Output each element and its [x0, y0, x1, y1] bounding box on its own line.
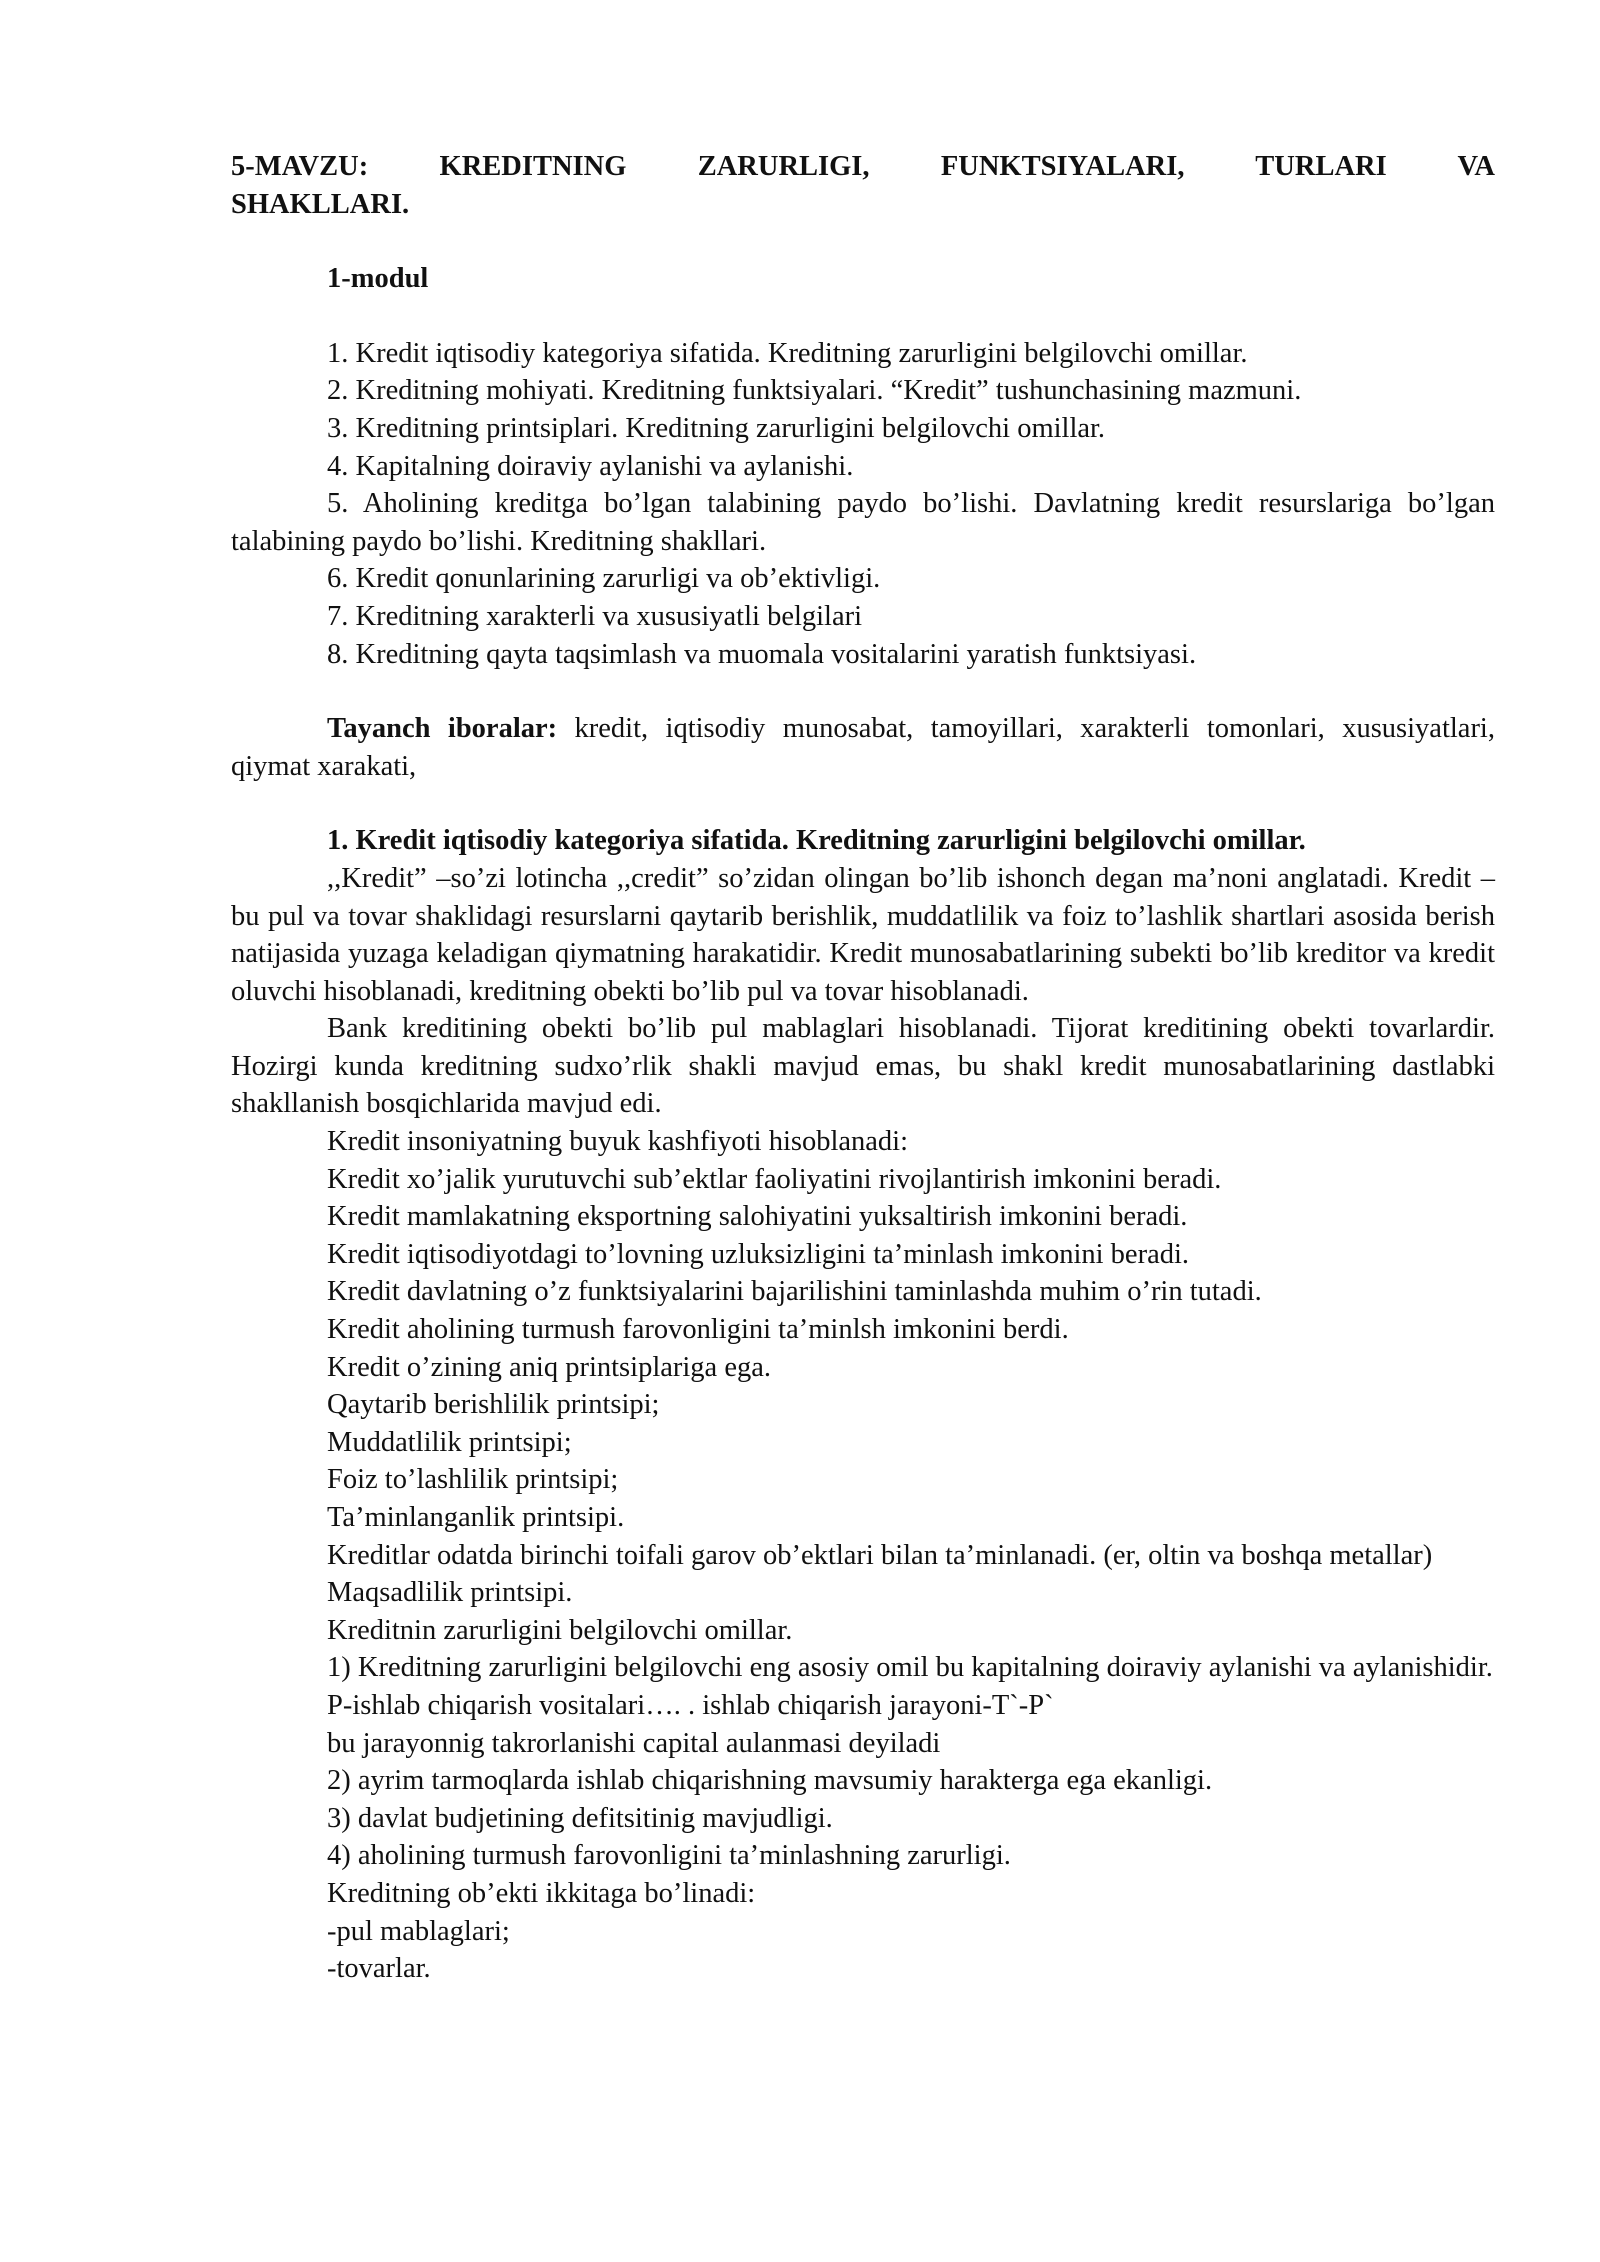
plan-item: 3. Kreditning printsiplari. Kreditning zarurligini belgilovchi omillar. — [327, 412, 1106, 444]
body-paragraph: Kreditlar odatda birinchi toifali garov ob’ektlari bilan ta’minlanadi. (er, oltin va boshqa metallar) — [327, 1539, 1433, 1571]
body-paragraph: Kredit o’zining aniq printsiplariga ega. — [327, 1351, 771, 1383]
plan-item: 7. Kreditning xarakterli va xususiyatli belgilari — [327, 600, 863, 632]
body-paragraph: Kredit insoniyatning buyuk kashfiyoti hisoblanadi: — [327, 1126, 909, 1158]
section-heading: 1. Kredit iqtisodiy kategoriya sifatida. Kreditning zarurligini belgilovchi omillar. — [327, 825, 1306, 857]
body-paragraph: Kredit iqtisodiyotdagi to’lovning uzluksizligini ta’minlash imkonini beradi. — [327, 1238, 1190, 1270]
principle-item: Muddatlilik printsipi; — [327, 1426, 572, 1458]
principle-item: Foiz to’lashlilik printsipi; — [327, 1464, 619, 1496]
body-paragraph: Kreditnin zarurligini belgilovchi omillar. — [327, 1614, 793, 1646]
body-paragraph: Kredit xo’jalik yurutuvchi sub’ektlar faoliyatini rivojlantirish imkonini beradi. — [327, 1163, 1222, 1195]
plan-item: 4. Kapitalning doiraviy aylanishi va aylanishi. — [327, 450, 854, 482]
document-page — [231, 148, 1495, 1988]
object-item: -tovarlar. — [327, 1953, 431, 1985]
factor-item: 2) ayrim tarmoqlarda ishlab chiqarishning mavsumiy harakterga ega ekanligi. — [327, 1765, 1213, 1797]
principle-item: Qaytarib berishlilik printsipi; — [327, 1389, 660, 1421]
body-paragraph: Bank kreditining obekti bo’lib pul mablaglari hisoblanadi. Tijorat kreditining obekti tovarlardir. Hozirgi kunda kreditning sudxo’rlik shakli mavjud emas, bu shakl kredit munosabatlarining dastlabki shakllanish bosqichlarida mavjud edi. — [231, 1013, 1495, 1120]
body-paragraph: P-ishlab chiqarish vositalari…. . ishlab chiqarish jarayoni-T`-P` — [327, 1689, 1054, 1721]
keywords-text: kredit, iqtisodiy munosabat, tamoyillari, xarakterli tomonlari, xususiyatlari, qiymat xarakati, — [231, 713, 1495, 782]
blank-line — [231, 673, 1495, 710]
body-paragraph: Kreditning ob’ekti ikkitaga bo’linadi: — [327, 1877, 756, 1909]
body-paragraph: Kredit aholining turmush farovonligini ta’minlsh imkonini berdi. — [327, 1314, 1069, 1346]
plan-item: 1. Kredit iqtisodiy kategoriya sifatida. Kreditning zarurligini belgilovchi omillar. — [327, 337, 1248, 369]
keywords-label: Tayanch iboralar: — [327, 713, 558, 745]
plan-item: 2. Kreditning mohiyati. Kreditning funktsiyalari. “Kredit” tushunchasining mazmuni. — [327, 375, 1302, 407]
factor-item: 1) Kreditning zarurligini belgilovchi eng asosiy omil bu kapitalning doiraviy aylanishi va aylanishidir. — [327, 1652, 1493, 1684]
plan-item: 8. Kreditning qayta taqsimlash va muomala vositalarini yaratish funktsiyasi. — [327, 638, 1197, 670]
section-body — [231, 860, 1495, 1988]
module-heading: 1-modul — [327, 263, 429, 295]
principle-item: Maqsadlilik printsipi. — [327, 1577, 573, 1609]
keywords-paragraph — [231, 710, 1495, 785]
body-paragraph: bu jarayonnig takrorlanishi capital aulanmasi deyiladi — [327, 1727, 941, 1759]
factor-item: 3) davlat budjetining defitsitinig mavjudligi. — [327, 1802, 833, 1834]
body-paragraph: ,,Kredit” –so’zi lotincha ,,credit” so’zidan olingan bo’lib ishonch degan ma’noni anglatadi. Kredit – bu pul va tovar shaklidagi resurslarni qaytarib berishlik, muddatlilik va foiz to’lashlik shartlari asosida berish natijasida yuzaga keladigan qiymatning harakatidir. Kredit munosabatlarining subekti bo’lib kreditor va kredit oluvchi hisoblanadi, kreditning obekti bo’lib pul va tovar hisoblanadi. — [231, 862, 1495, 1007]
body-paragraph: Kredit davlatning o’z funktsiyalarini bajarilishini taminlashda muhim o’rin tutadi. — [327, 1276, 1262, 1308]
plan-item: 5. Aholining kreditga bo’lgan talabining paydo bo’lishi. Davlatning kredit resurslariga bo’lgan talabining paydo bo’lishi. Kreditning shakllari. — [231, 488, 1495, 557]
plan-item: 6. Kredit qonunlarining zarurligi va ob’ektivligi. — [327, 563, 881, 595]
topic-plan-list — [231, 335, 1495, 673]
object-item: -pul mablaglari; — [327, 1915, 510, 1947]
principle-item: Ta’minlanganlik printsipi. — [327, 1502, 625, 1533]
document-title: 5-MAVZU: KREDITNING ZARURLIGI, FUNKTSIYALARI, TURLARI VA SHAKLLARI. — [231, 151, 1495, 220]
body-paragraph: Kredit mamlakatning eksportning salohiyatini yuksaltirish imkonini beradi. — [327, 1201, 1188, 1233]
factor-item: 4) aholining turmush farovonligini ta’minlashning zarurligi. — [327, 1840, 1011, 1872]
blank-line — [231, 785, 1495, 822]
